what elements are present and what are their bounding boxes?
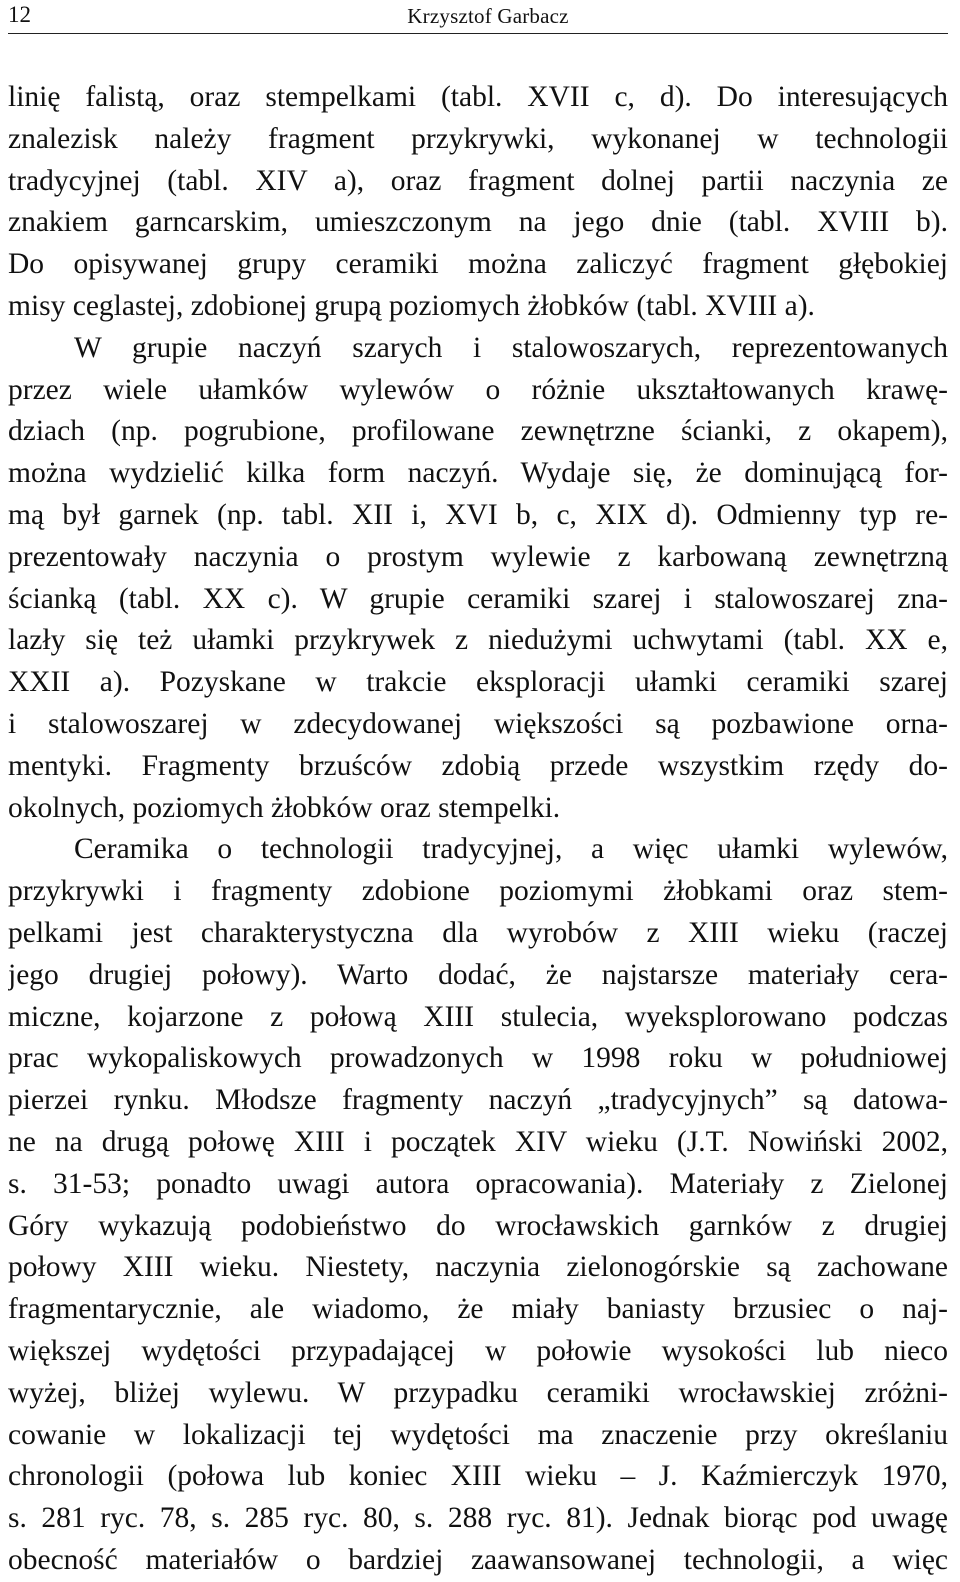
text-line: większej wydętości przypadającej w połowie wysokości lub nieco (8, 1334, 948, 1367)
text-line: i stalowoszarej w zdecydowanej większości są pozbawione orna- (8, 707, 948, 740)
text-line: pierzei rynku. Młodsze fragmenty naczyń „tradycyjnych” są datowa- (8, 1084, 948, 1117)
text-line: znalezisk należy fragment przykrywki, wykonanej w technologii (8, 122, 948, 155)
page-header (8, 0, 948, 34)
text-line: okolnych, poziomych żłobków oraz stempelki. (8, 791, 561, 824)
running-head-author: Krzysztof Garbacz (407, 4, 569, 28)
text-line: połowy XIII wieku. Niestety, naczynia zielonogórskie są zachowane (8, 1251, 948, 1284)
text-line: cowanie w lokalizacji tej wydętości ma znaczenie przy określaniu (8, 1418, 948, 1451)
text-line: dziach (np. pogrubione, profilowane zewnętrzne ścianki, z okapem), (8, 415, 948, 448)
text-line: miczne, kojarzone z połową XIII stulecia, wyeksplorowano podczas (8, 1000, 948, 1033)
text-line: W grupie naczyń szarych i stalowoszarych, reprezentowanych (74, 331, 948, 364)
text-line: ne na drugą połowę XIII i początek XIV wieku (J.T. Nowiński 2002, (8, 1125, 948, 1158)
page-number: 12 (8, 2, 31, 27)
text-line: można wydzielić kilka form naczyń. Wydaje się, że dominującą for- (8, 457, 948, 490)
text-line: przykrywki i fragmenty zdobione poziomymi żłobkami oraz stem- (8, 875, 948, 908)
paragraph (8, 829, 948, 1581)
text-line: XXII a). Pozyskane w trakcie eksploracji ułamki ceramiki szarej (8, 666, 948, 699)
text-line: prezentowały naczynia o prostym wylewie z karbowaną zewnętrzną (8, 540, 948, 573)
text-line: obecność materiałów o bardziej zaawansowanej technologii, a więc (8, 1543, 948, 1576)
text-line: mentyki. Fragmenty brzuśców zdobią przede wszystkim rzędy do- (8, 749, 948, 782)
text-line: znakiem garncarskim, umieszczonym na jego dnie (tabl. XVIII b). (8, 206, 948, 239)
text-line: przez wiele ułamków wylewów o różnie ukształtowanych krawę- (8, 373, 948, 406)
text-line: tradycyjnej (tabl. XIV a), oraz fragment dolnej partii naczynia ze (8, 164, 948, 197)
text-line: ścianką (tabl. XX c). W grupie ceramiki szarej i stalowoszarej zna- (8, 582, 948, 615)
text-line: prac wykopaliskowych prowadzonych w 1998 roku w południowej (8, 1042, 948, 1075)
text-line: chronologii (połowa lub koniec XIII wieku – J. Kaźmierczyk 1970, (8, 1460, 948, 1493)
paragraph (8, 328, 948, 830)
paragraph (8, 77, 948, 328)
text-line: Do opisywanej grupy ceramiki można zaliczyć fragment głębokiej (8, 248, 948, 281)
text-line: mą był garnek (np. tabl. XII i, XVI b, c, XIX d). Odmienny typ re- (8, 498, 948, 531)
text-line: s. 281 ryc. 78, s. 285 ryc. 80, s. 288 ryc. 81). Jednak biorąc pod uwagę (8, 1502, 948, 1535)
text-line: fragmentarycznie, ale wiadomo, że miały baniasty brzusiec o naj- (8, 1293, 948, 1326)
text-line: lazły się też ułamki przykrywek z niedużymi uchwytami (tabl. XX e, (8, 624, 948, 657)
text-line: wyżej, bliżej wylewu. W przypadku ceramiki wrocławskiej zróżni- (8, 1376, 948, 1409)
text-line: linię falistą, oraz stempelkami (tabl. XVII c, d). Do interesujących (8, 81, 948, 113)
text-line: misy ceglastej, zdobionej grupą poziomych żłobków (tabl. XVIII a). (8, 289, 815, 322)
text-line: Góry wykazują podobieństwo do wrocławskich garnków z drugiej (8, 1209, 948, 1242)
text-line: jego drugiej połowy). Warto dodać, że najstarsze materiały cera- (8, 958, 948, 991)
text-line: s. 31-53; ponadto uwagi autora opracowania). Materiały z Zielonej (8, 1167, 948, 1200)
body-text (8, 77, 948, 1582)
text-line: pelkami jest charakterystyczna dla wyrobów z XIII wieku (raczej (8, 916, 948, 949)
text-line: Ceramika o technologii tradycyjnej, a więc ułamki wylewów, (74, 833, 948, 866)
